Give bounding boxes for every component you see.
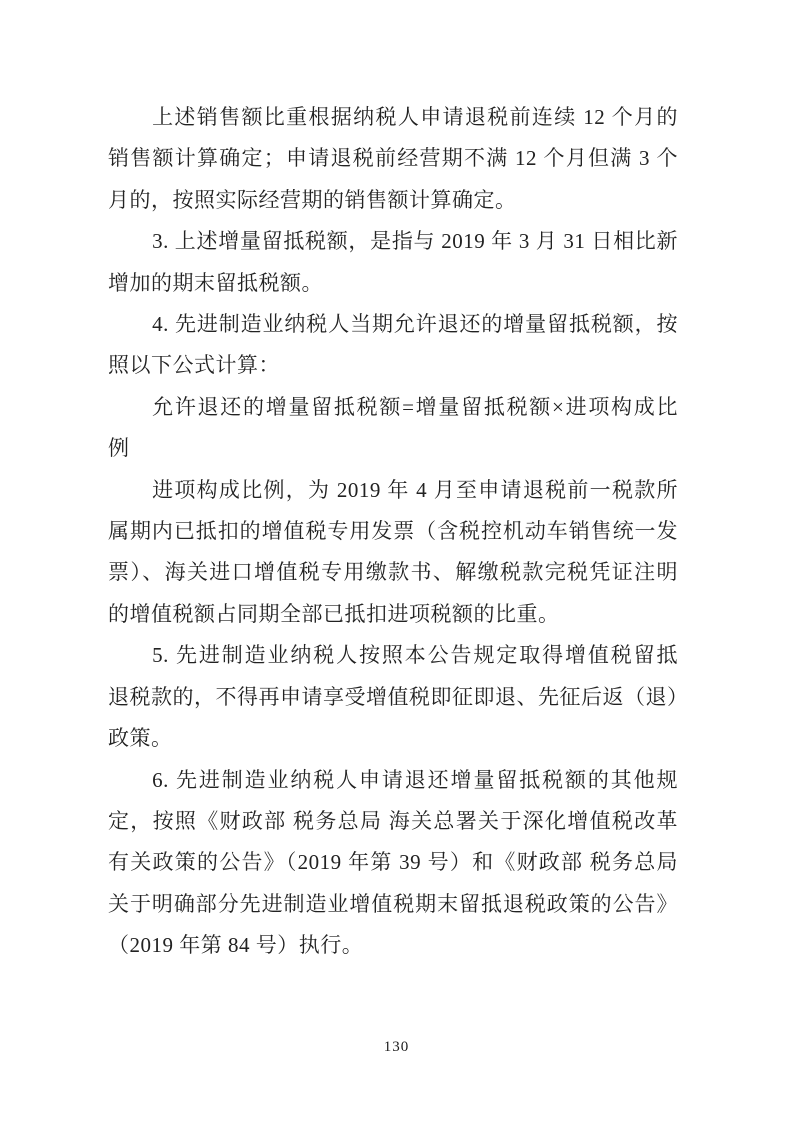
text-line: 照以下公式计算： [108, 353, 280, 378]
paragraph [108, 760, 678, 967]
text-line: 关于明确部分先进制造业增值税期末留抵退税政策的公告》 [108, 891, 678, 916]
paragraph [108, 97, 678, 221]
text-line: 月的，按照实际经营期的销售额计算确定。 [108, 187, 517, 212]
text-line: 有关政策的公告》（2019 年第 39 号）和《财政部 税务总局 [108, 850, 678, 875]
document-body [108, 97, 689, 967]
text-line: 4. 先进制造业纳税人当期允许退还的增量留抵税额，按 [152, 312, 678, 337]
text-line: 票）、海关进口增值税专用缴款书、解缴税款完税凭证注明 [108, 560, 678, 585]
text-line: 例 [108, 436, 130, 461]
text-line: 销售额计算确定；申请退税前经营期不满 12 个月但满 3 个 [108, 146, 678, 171]
paragraph [108, 304, 678, 387]
paragraph [108, 470, 678, 636]
text-line: （2019 年第 84 号）执行。 [108, 933, 364, 958]
paragraph [108, 387, 678, 470]
text-line: 3. 上述增量留抵税额，是指与 2019 年 3 月 31 日相比新 [152, 229, 678, 254]
text-line: 6. 先进制造业纳税人申请退还增量留抵税额的其他规 [152, 767, 678, 792]
text-line: 允许退还的增量留抵税额=增量留抵税额×进项构成比 [152, 394, 678, 419]
text-line: 政策。 [108, 726, 173, 751]
text-line: 属期内已抵扣的增值税专用发票（含税控机动车销售统一发 [108, 519, 678, 544]
page-footer [0, 1038, 793, 1056]
text-line: 进项构成比例，为 2019 年 4 月至申请退税前一税款所 [152, 477, 678, 502]
text-line: 的增值税额占同期全部已抵扣进项税额的比重。 [108, 601, 560, 626]
paragraph [108, 221, 678, 304]
text-line: 定，按照《财政部 税务总局 海关总署关于深化增值税改革 [108, 808, 678, 833]
text-line: 5. 先进制造业纳税人按照本公告规定取得增值税留抵 [152, 643, 678, 668]
text-line: 上述销售额比重根据纳税人申请退税前连续 12 个月的 [152, 105, 678, 129]
text-line: 增加的期末留抵税额。 [108, 270, 323, 295]
page-number: 130 [383, 1039, 410, 1055]
paragraph [108, 635, 689, 759]
text-line: 退税款的，不得再申请享受增值税即征即退、先征后返（退） [108, 684, 689, 709]
